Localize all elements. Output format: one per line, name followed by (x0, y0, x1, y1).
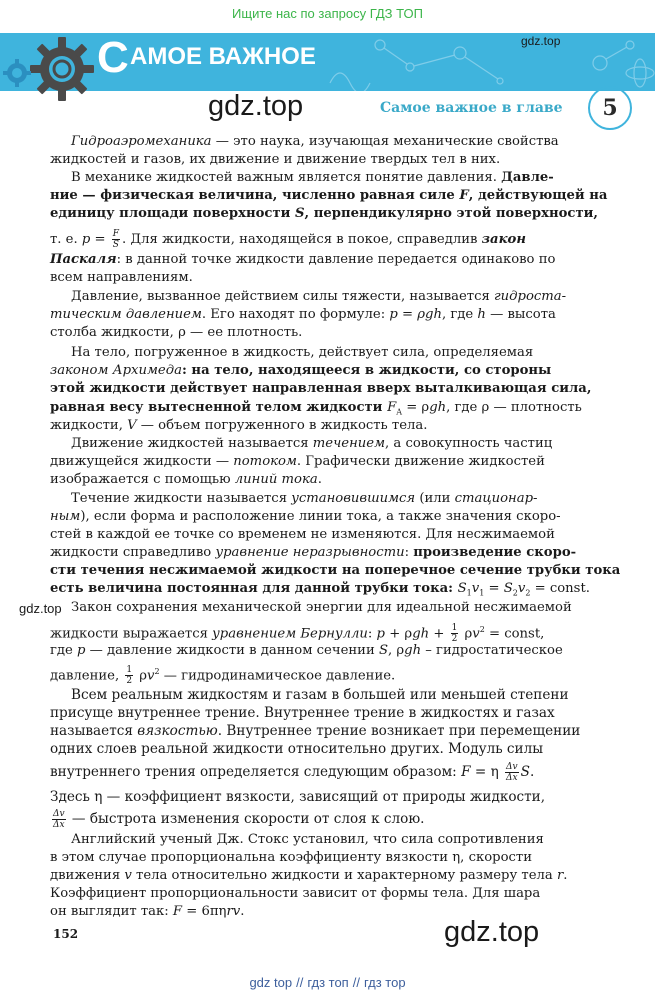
footer-separator: // (352, 975, 360, 990)
text-line: жидкостей и газов, их движение и движение твердых тел в них. (50, 152, 501, 167)
text-line: этой жидкости действует направленная вверх выталкивающая сила, (50, 381, 592, 396)
text-line: В механике жидкостей важным является понятие давления. Давле- (71, 170, 554, 185)
text-line: давление, $\frac{1}{2}$ $\rho v^2$ — гидродинамическое давление. (50, 665, 396, 687)
text-line: есть величина постоянная для данной трубки тока: $S_1v_1 = S_2v_2$ = const. (50, 581, 590, 598)
fraction: $\frac{\Delta v}{\Delta x}$ (53, 809, 65, 830)
summary-text (50, 133, 620, 933)
banner-watermark: gdz.top (521, 34, 561, 48)
text-line: называется вязкостью. Внутреннее трение возникает при перемещении (50, 723, 581, 739)
fraction: $\frac{\Delta v}{\Delta x}$ (506, 762, 518, 783)
text-line: в этом случае пропорциональна коэффициенту вязкости η, скорости (50, 850, 532, 865)
text-line: он выглядит так: F = 6πηrv. (50, 904, 245, 919)
text-line: изображается с помощью линий тока. (50, 472, 322, 487)
text-line: единицу площади поверхности S, перпендикулярно этой поверхности, (50, 206, 598, 221)
text-line: Здесь η — коэффициент вязкости, зависящий от природы жидкости, (50, 789, 546, 805)
text-line: На тело, погруженное в жидкость, действует сила, определяемая (71, 345, 534, 360)
text-line: тическим давлением. Его находят по формуле: p = ρgh, где h — высота (50, 307, 556, 322)
text-line: равная весу вытесненной телом жидкости $F_A = \rho gh$, где ρ — плотность (50, 400, 582, 417)
banner-title: АМОЕ ВАЖНОЕ (130, 43, 316, 70)
text-line: Движение жидкостей называется течением, а совокупность частиц (71, 436, 553, 451)
text-line: сти течения несжимаемой жидкости на поперечное сечение трубки тока (50, 563, 621, 578)
text-line: движущейся жидкости — потоком. Графически движение жидкостей (50, 454, 545, 469)
text-line: всем направлениям. (50, 270, 193, 285)
chapter-number-badge: 5 (588, 86, 632, 130)
text-line: внутреннего трения определяется следующим образом: F = η $\frac{\Delta v}{\Delta x}$ S. (50, 762, 535, 783)
text-line: Коэффициент пропорциональности зависит от формы тела. Для шара (50, 886, 541, 901)
text-line: ние — физическая величина, численно равная силе F, действующей на (50, 188, 608, 203)
footer-links (0, 975, 655, 990)
text-line: Закон сохранения механической энергии для идеальной несжимаемой (71, 600, 572, 615)
text-line: стей в каждой ее точке со временем не изменяются. Для несжимаемой (50, 527, 555, 542)
text-line: ным), если форма и расположение линии тока, а также значения скоро- (50, 509, 561, 524)
text-line: Давление, вызванное действием силы тяжести, называется гидроста- (71, 289, 567, 304)
banner-title-initial: С (97, 33, 129, 82)
text-line: Английский ученый Дж. Стокс установил, что сила сопротивления (71, 832, 544, 847)
text-line: присуще внутреннее трение. Внутреннее трение в жидкостях и газах (50, 705, 555, 721)
text-line: т. е. p = $\frac{F}{S}$ . Для жидкости, находящейся в покое, справедлив закон (50, 229, 526, 250)
text-line: Гидроаэромеханика — это наука, изучающая механические свойства (71, 134, 559, 149)
gear-icon (28, 35, 96, 103)
header-watermark: gdz.top (208, 90, 304, 122)
text-line: жидкости справедливо уравнение неразрывности: произведение скоро- (50, 545, 577, 560)
text-line: жидкости выражается уравнением Бернулли: p + ρgh + $\frac{1}{2}$ $\rho v^2$ = const, (50, 623, 545, 645)
text-line: жидкости, V — объем погруженного в жидкость тела. (50, 418, 428, 433)
text-line: законом Архимеда: на тело, находящееся в жидкости, со стороны (50, 363, 552, 378)
text-line: $\frac{\Delta v}{\Delta x}$ — быстрота изменения скорости от слоя к слою. (53, 809, 425, 830)
text-line: Течение жидкости называется установившимся (или стационар- (71, 491, 538, 506)
text-line: Паскаля: в данной точке жидкости давление передается одинаково по (50, 252, 556, 267)
text-line: одних слоев реальной жидкости относительно других. Модуль силы (50, 741, 544, 757)
footer-link[interactable]: gdz top (249, 975, 293, 990)
top-search-note: Ищите нас по запросу ГДЗ ТОП (232, 6, 423, 21)
footer-link[interactable]: гдз топ (307, 975, 349, 990)
page-number: 152 (53, 927, 79, 941)
text-line: столба жидкости, ρ — ее плотность. (50, 325, 303, 340)
fraction: $\frac{1}{2}$ (451, 623, 458, 645)
fraction: $\frac{1}{2}$ (126, 665, 133, 687)
text-line: Всем реальным жидкостям и газам в большей или меньшей степени (71, 687, 569, 703)
text-line: движения v тела относительно жидкости и характерному размеру тела r. (50, 868, 568, 883)
small-gear-icon (2, 58, 32, 88)
side-watermark: gdz.top (19, 601, 62, 616)
chapter-label: Самое важное в главе (380, 100, 563, 116)
text-line: где p — давление жидкости в данном сечении S, ρgh – гидростатическое (50, 643, 563, 658)
footer-separator: // (296, 975, 304, 990)
fraction: $\frac{F}{S}$ (112, 229, 120, 250)
footer-link[interactable]: гдз тор (363, 975, 406, 990)
bottom-watermark: gdz.top (444, 916, 540, 948)
